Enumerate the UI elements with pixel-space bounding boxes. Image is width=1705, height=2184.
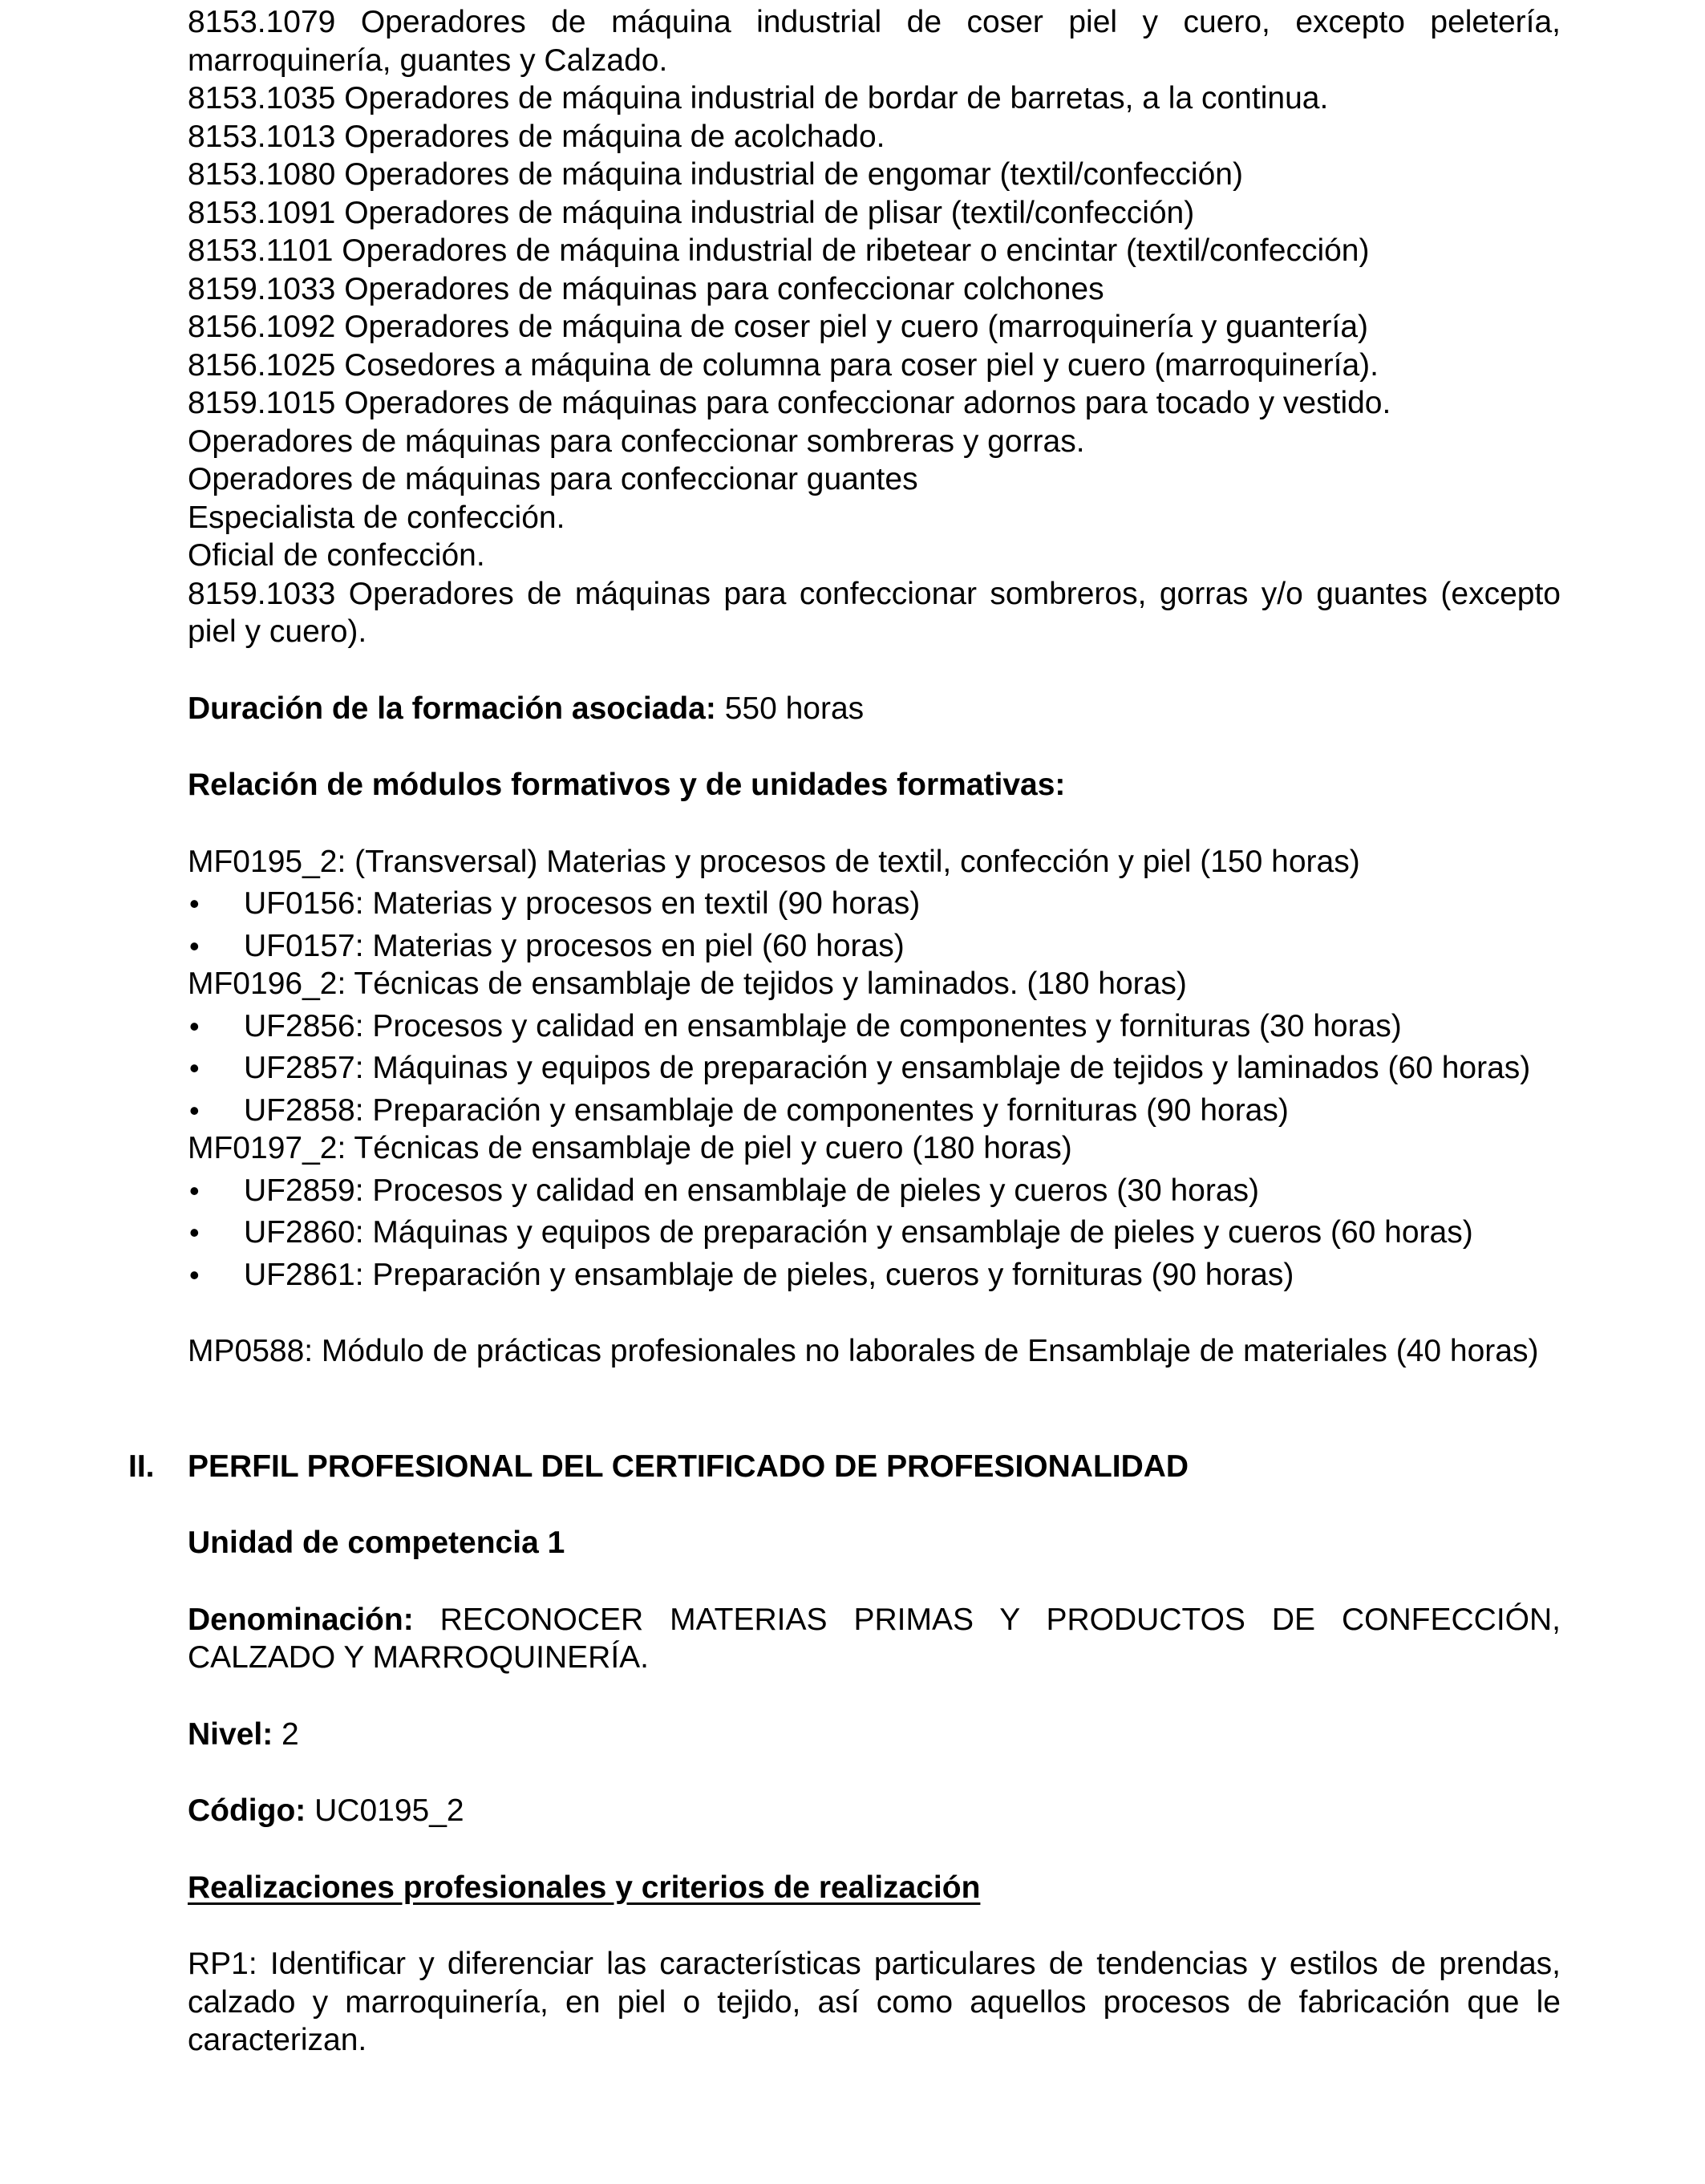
section-heading xyxy=(128,1448,1561,1486)
document-body xyxy=(128,3,1561,2060)
denominacion-label: Denominación: xyxy=(188,1602,414,1637)
codigo-line xyxy=(188,1792,1561,1830)
competence-unit-heading: Unidad de competencia 1 xyxy=(188,1526,565,1560)
spacer xyxy=(188,1906,1561,1945)
module-title: MF0197_2: Técnicas de ensamblaje de piel y cuero (180 horas) xyxy=(188,1131,1072,1165)
occupation-line: 8153.1013 Operadores de máquina de acolchado. xyxy=(188,119,885,154)
occupation-line: 8153.1080 Operadores de máquina industrial de engomar (textil/confección) xyxy=(188,157,1243,192)
spacer xyxy=(188,651,1561,690)
section-title: PERFIL PROFESIONAL DEL CERTIFICADO DE PROFESIONALIDAD xyxy=(188,1449,1189,1484)
unit-item: • UF2861: Preparación y ensamblaje de pieles, cueros y fornituras (90 horas) xyxy=(188,1256,1561,1295)
occupation-line: 8159.1033 Operadores de máquinas para confeccionar sombreros, gorras y/o guantes (excepto piel y cuero). xyxy=(188,576,1561,649)
denominacion-line xyxy=(188,1601,1561,1677)
duration-value: 550 horas xyxy=(724,691,865,726)
module-title: MF0195_2: (Transversal) Materias y procesos de textil, confección y piel (150 horas) xyxy=(188,844,1360,879)
module-title: MF0196_2: Técnicas de ensamblaje de tejidos y laminados. (180 horas) xyxy=(188,966,1187,1001)
spacer xyxy=(188,1562,1561,1601)
units-list xyxy=(188,1007,1561,1130)
occupation-line: 8153.1091 Operadores de máquina industrial de plisar (textil/confección) xyxy=(188,195,1195,230)
duration-line xyxy=(188,690,1561,728)
unit-item: • UF2856: Procesos y calidad en ensamblaje de componentes y fornituras (30 horas) xyxy=(188,1007,1561,1046)
codigo-value: UC0195_2 xyxy=(314,1793,464,1828)
unit-item: • UF0157: Materias y procesos en piel (60 horas) xyxy=(188,927,1561,966)
spacer xyxy=(188,1294,1561,1332)
occupation-line: Operadores de máquinas para confeccionar sombreras y gorras. xyxy=(188,423,1085,459)
occupation-line: 8153.1079 Operadores de máquina industrial de coser piel y cuero, excepto peletería, marroquinería, guantes y Calzado. xyxy=(188,5,1561,78)
spacer xyxy=(188,1677,1561,1716)
occupation-line: 8159.1033 Operadores de máquinas para confeccionar colchones xyxy=(188,271,1104,306)
modules-list xyxy=(188,843,1561,1295)
units-list xyxy=(188,1172,1561,1295)
occupations-list xyxy=(188,3,1561,651)
denominacion-value: RECONOCER MATERIAS PRIMAS Y PRODUCTOS DE CONFECCIÓN, CALZADO Y MARROQUINERÍA. xyxy=(188,1602,1561,1675)
duration-label: Duración de la formación asociada: xyxy=(188,691,716,726)
unit-item: • UF2858: Preparación y ensamblaje de componentes y fornituras (90 horas) xyxy=(188,1092,1561,1130)
unit-item: • UF0156: Materias y procesos en textil (90 horas) xyxy=(188,885,1561,923)
unit-item: • UF2859: Procesos y calidad en ensamblaje de pieles y cueros (30 horas) xyxy=(188,1172,1561,1210)
spacer xyxy=(188,1830,1561,1869)
unit-item: • UF2860: Máquinas y equipos de preparación y ensamblaje de pieles y cueros (60 horas) xyxy=(188,1214,1561,1252)
nivel-label: Nivel: xyxy=(188,1716,273,1752)
spacer xyxy=(188,1485,1561,1524)
modules-relation-heading: Relación de módulos formativos y de unidades formativas: xyxy=(188,768,1066,802)
nivel-value: 2 xyxy=(281,1716,299,1752)
occupation-line: Oficial de confección. xyxy=(188,538,485,573)
spacer xyxy=(188,1371,1561,1448)
rp1-paragraph: RP1: Identificar y diferenciar las características particulares de tendencias y estilos de prendas, calzado y marroquinería, en piel o tejido, así como aquellos procesos de fabricación que le caracterizan. xyxy=(188,1947,1561,2057)
section-number: II. xyxy=(128,1449,155,1484)
codigo-label: Código: xyxy=(188,1793,306,1828)
occupation-line: 8156.1092 Operadores de máquina de coser piel y cuero (marroquinería y guantería) xyxy=(188,310,1369,344)
occupation-line: Operadores de máquinas para confeccionar guantes xyxy=(188,462,918,496)
spacer xyxy=(188,804,1561,843)
occupation-line: 8153.1035 Operadores de máquina industrial de bordar de barretas, a la continua. xyxy=(188,81,1329,115)
occupation-line: 8153.1101 Operadores de máquina industrial de ribetear o encintar (textil/confección) xyxy=(188,233,1370,268)
spacer xyxy=(188,1753,1561,1792)
realizaciones-heading: Realizaciones profesionales y criterios de realización xyxy=(188,1870,981,1905)
units-list xyxy=(188,885,1561,965)
occupation-line: Especialista de confección. xyxy=(188,500,565,535)
spacer xyxy=(188,727,1561,766)
practices-module: MP0588: Módulo de prácticas profesionales no laborales de Ensamblaje de materiales (40 horas) xyxy=(188,1334,1539,1368)
occupation-line: 8156.1025 Cosedores a máquina de columna para coser piel y cuero (marroquinería). xyxy=(188,347,1379,383)
unit-item: • UF2857: Máquinas y equipos de preparación y ensamblaje de tejidos y laminados (60 horas) xyxy=(188,1049,1561,1088)
nivel-line xyxy=(188,1716,1561,1754)
occupation-line: 8159.1015 Operadores de máquinas para confeccionar adornos para tocado y vestido. xyxy=(188,386,1391,420)
